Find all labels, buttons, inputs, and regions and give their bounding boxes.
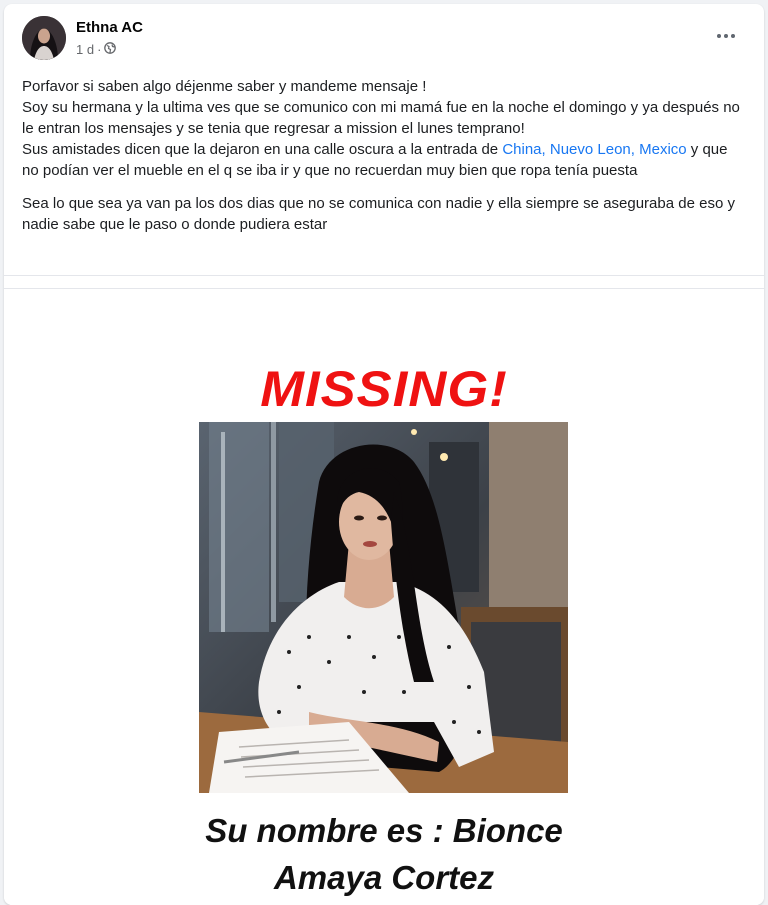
poster-headline: MISSING! <box>260 361 508 417</box>
post-line: Porfavor si saben algo déjenme saber y mandeme mensaje ! <box>22 78 427 95</box>
author-name[interactable]: Ethna AC <box>76 19 143 36</box>
post-timestamp[interactable]: 1 d <box>76 42 95 57</box>
post-card <box>4 4 764 905</box>
post-line: Sus amistades dicen que la dejaron en una calle oscura a la entrada de China, Nuevo Leon, Mexico y que no podían ver el mueble en el q se iba ir y que no recuerdan muy bien que ropa tenía puesta <box>22 141 728 179</box>
post-text <box>22 76 744 235</box>
avatar[interactable] <box>22 16 66 60</box>
missing-person-photo <box>199 422 568 793</box>
globe-icon <box>104 42 116 57</box>
post-meta: 1 d · <box>76 42 116 57</box>
poster-caption-line2: Amaya Cortez <box>273 859 495 896</box>
post-header <box>22 16 746 62</box>
post-paragraph: Sea lo que sea ya van pa los dos dias que no se comunica con nadie y ella siempre se aseguraba de eso y nadie sabe que le paso o donde pudiera estar <box>22 195 735 233</box>
post-image[interactable] <box>4 288 764 905</box>
divider <box>4 275 764 276</box>
poster-caption-line1: Su nombre es : Bionce <box>205 812 563 849</box>
more-options-button[interactable] <box>708 22 744 50</box>
location-link-mexico[interactable]: Mexico <box>639 141 687 158</box>
location-link-nuevo-leon[interactable]: Nuevo Leon, <box>549 141 635 158</box>
more-horizontal-icon <box>716 34 737 38</box>
location-link-china[interactable]: China, <box>502 141 546 158</box>
post-line: Soy su hermana y la ultima ves que se comunico con mi mamá fue en la noche el domingo y ya después no le entran los mensajes y se tenia que regresar a mission el lunes temprano! <box>22 99 740 137</box>
